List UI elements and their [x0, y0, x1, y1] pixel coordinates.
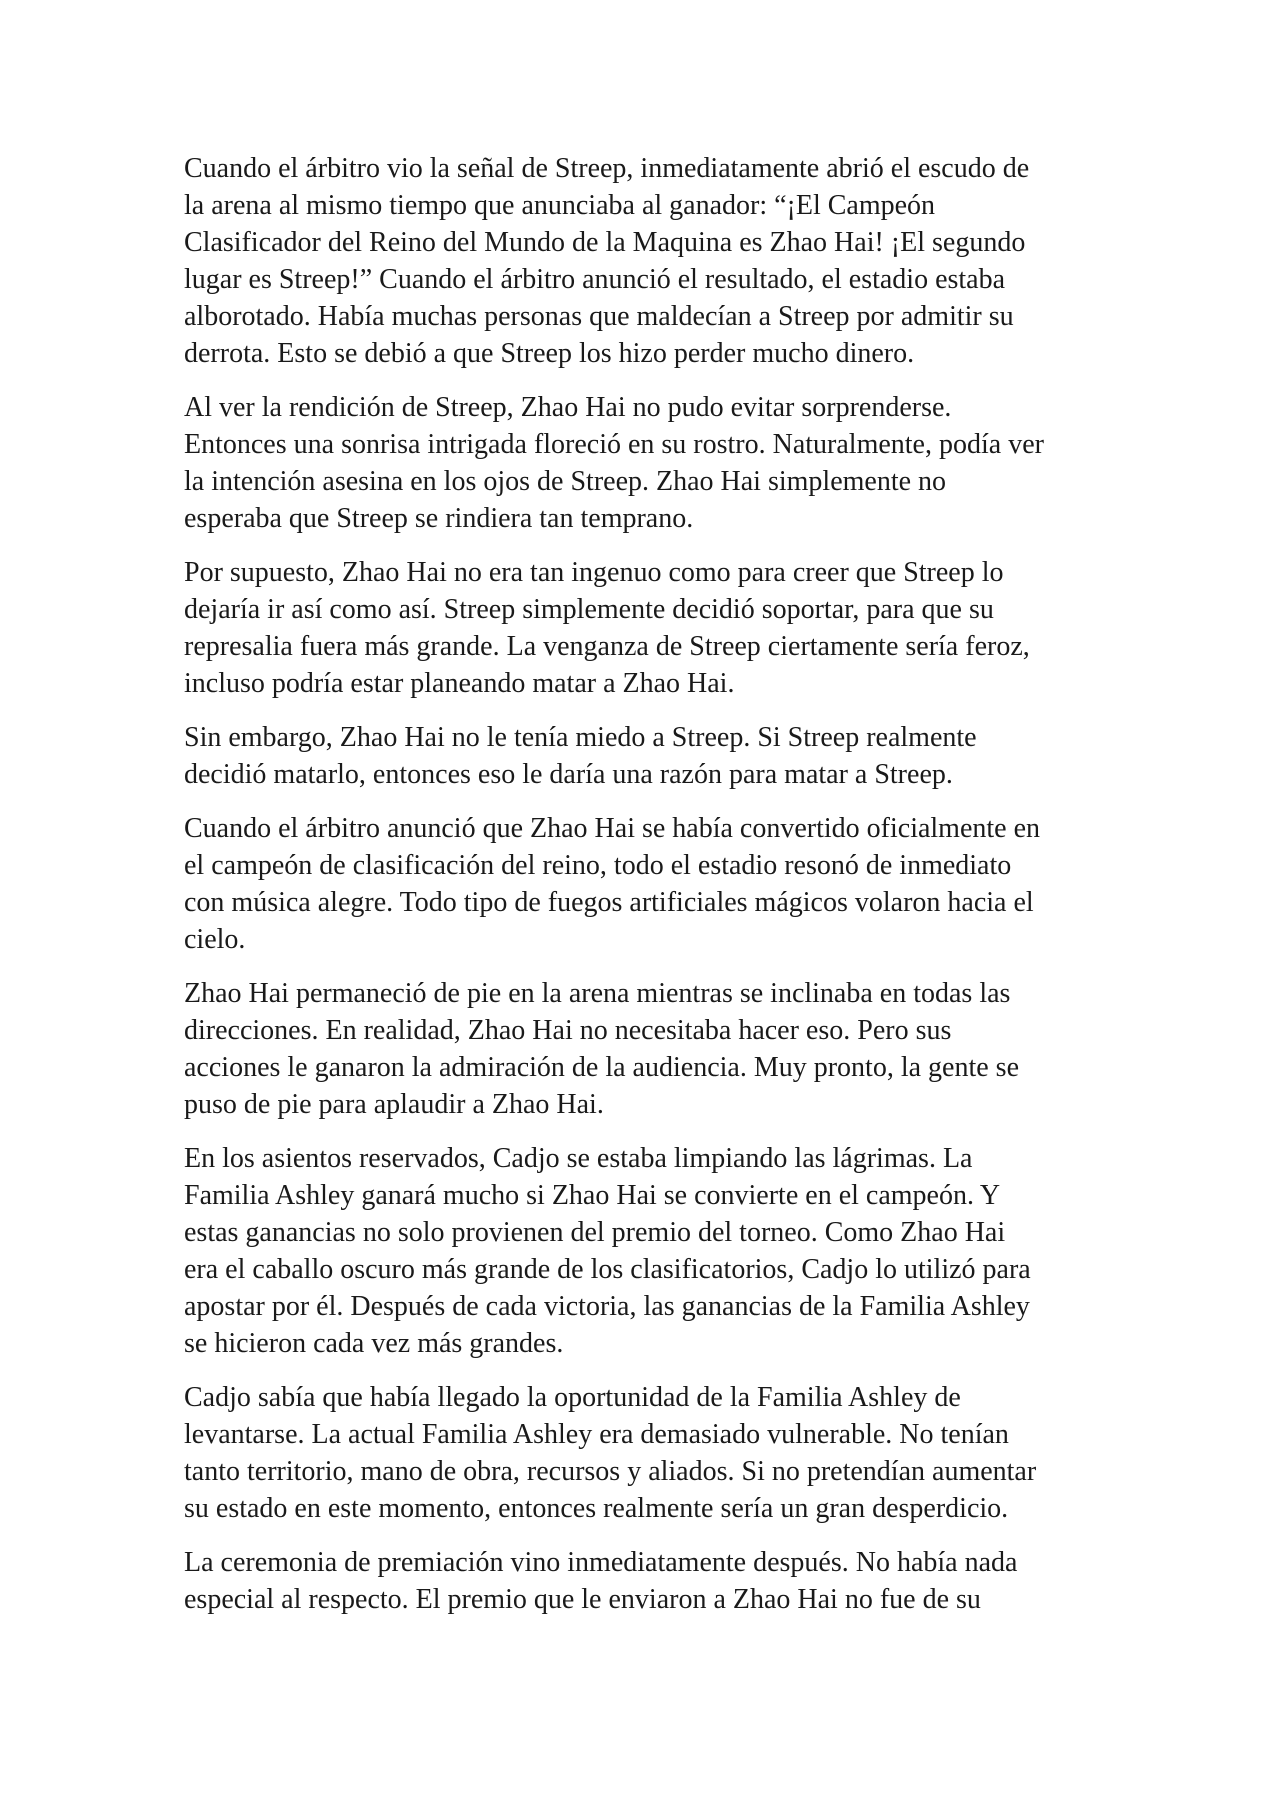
text-line: direcciones. En realidad, Zhao Hai no necesitaba hacer eso. Pero sus — [184, 1015, 952, 1046]
document-body — [184, 150, 1114, 1618]
text-line: puso de pie para aplaudir a Zhao Hai. — [184, 1089, 604, 1120]
text-line: represalia fuera más grande. La venganza de Streep ciertamente sería feroz, — [184, 631, 1030, 662]
text-line: Cuando el árbitro vio la señal de Streep, inmediatamente abrió el escudo de — [184, 153, 1030, 184]
text-line: Por supuesto, Zhao Hai no era tan ingenuo como para creer que Streep lo — [184, 557, 1004, 588]
text-line: se hicieron cada vez más grandes. — [184, 1328, 564, 1359]
paragraph — [184, 150, 1114, 372]
text-line: Cadjo sabía que había llegado la oportunidad de la Familia Ashley de — [184, 1382, 961, 1413]
text-line: cielo. — [184, 924, 246, 955]
text-line: levantarse. La actual Familia Ashley era demasiado vulnerable. No tenían — [184, 1419, 1009, 1450]
paragraph — [184, 1379, 1114, 1527]
text-line: La ceremonia de premiación vino inmediatamente después. No había nada — [184, 1547, 1018, 1578]
text-line: En los asientos reservados, Cadjo se estaba limpiando las lágrimas. La — [184, 1143, 973, 1174]
paragraph — [184, 975, 1114, 1123]
text-line: incluso podría estar planeando matar a Zhao Hai. — [184, 668, 735, 699]
text-line: la arena al mismo tiempo que anunciaba al ganador: “¡El Campeón — [184, 190, 936, 221]
paragraph — [184, 1140, 1114, 1362]
text-line: con música alegre. Todo tipo de fuegos artificiales mágicos volaron hacia el — [184, 887, 1034, 918]
paragraph — [184, 1544, 1114, 1618]
paragraph — [184, 719, 1114, 793]
text-line: apostar por él. Después de cada victoria, las ganancias de la Familia Ashley — [184, 1291, 1030, 1322]
document-page — [184, 150, 1114, 1635]
text-line: la intención asesina en los ojos de Streep. Zhao Hai simplemente no — [184, 466, 947, 497]
text-line: Entonces una sonrisa intrigada floreció en su rostro. Naturalmente, podía ver — [184, 429, 1044, 460]
text-line: Clasificador del Reino del Mundo de la Maquina es Zhao Hai! ¡El segundo — [184, 227, 1026, 258]
text-line: lugar es Streep!” Cuando el árbitro anunció el resultado, el estadio estaba — [184, 264, 1006, 295]
text-line: derrota. Esto se debió a que Streep los hizo perder mucho dinero. — [184, 338, 915, 369]
text-line: estas ganancias no solo provienen del premio del torneo. Como Zhao Hai — [184, 1217, 1006, 1248]
text-line: decidió matarlo, entonces eso le daría una razón para matar a Streep. — [184, 759, 953, 790]
text-line: tanto territorio, mano de obra, recursos y aliados. Si no pretendían aumentar — [184, 1456, 1037, 1487]
text-line: alborotado. Había muchas personas que maldecían a Streep por admitir su — [184, 301, 1014, 332]
text-line: Cuando el árbitro anunció que Zhao Hai se había convertido oficialmente en — [184, 813, 1041, 844]
paragraph — [184, 554, 1114, 702]
text-line: dejaría ir así como así. Streep simplemente decidió soportar, para que su — [184, 594, 994, 625]
text-line: su estado en este momento, entonces realmente sería un gran desperdicio. — [184, 1493, 1009, 1524]
text-line: Familia Ashley ganará mucho si Zhao Hai se convierte en el campeón. Y — [184, 1180, 1001, 1211]
text-line: Zhao Hai permaneció de pie en la arena mientras se inclinaba en todas las — [184, 978, 1011, 1009]
text-line: era el caballo oscuro más grande de los clasificatorios, Cadjo lo utilizó para — [184, 1254, 1031, 1285]
text-line: esperaba que Streep se rindiera tan temprano. — [184, 503, 694, 534]
paragraph — [184, 389, 1114, 537]
text-line: Sin embargo, Zhao Hai no le tenía miedo a Streep. Si Streep realmente — [184, 722, 977, 753]
text-line: el campeón de clasificación del reino, todo el estadio resonó de inmediato — [184, 850, 1012, 881]
text-line: especial al respecto. El premio que le enviaron a Zhao Hai no fue de su — [184, 1584, 981, 1615]
paragraph — [184, 810, 1114, 958]
text-line: Al ver la rendición de Streep, Zhao Hai no pudo evitar sorprenderse. — [184, 392, 952, 423]
text-line: acciones le ganaron la admiración de la audiencia. Muy pronto, la gente se — [184, 1052, 1019, 1083]
